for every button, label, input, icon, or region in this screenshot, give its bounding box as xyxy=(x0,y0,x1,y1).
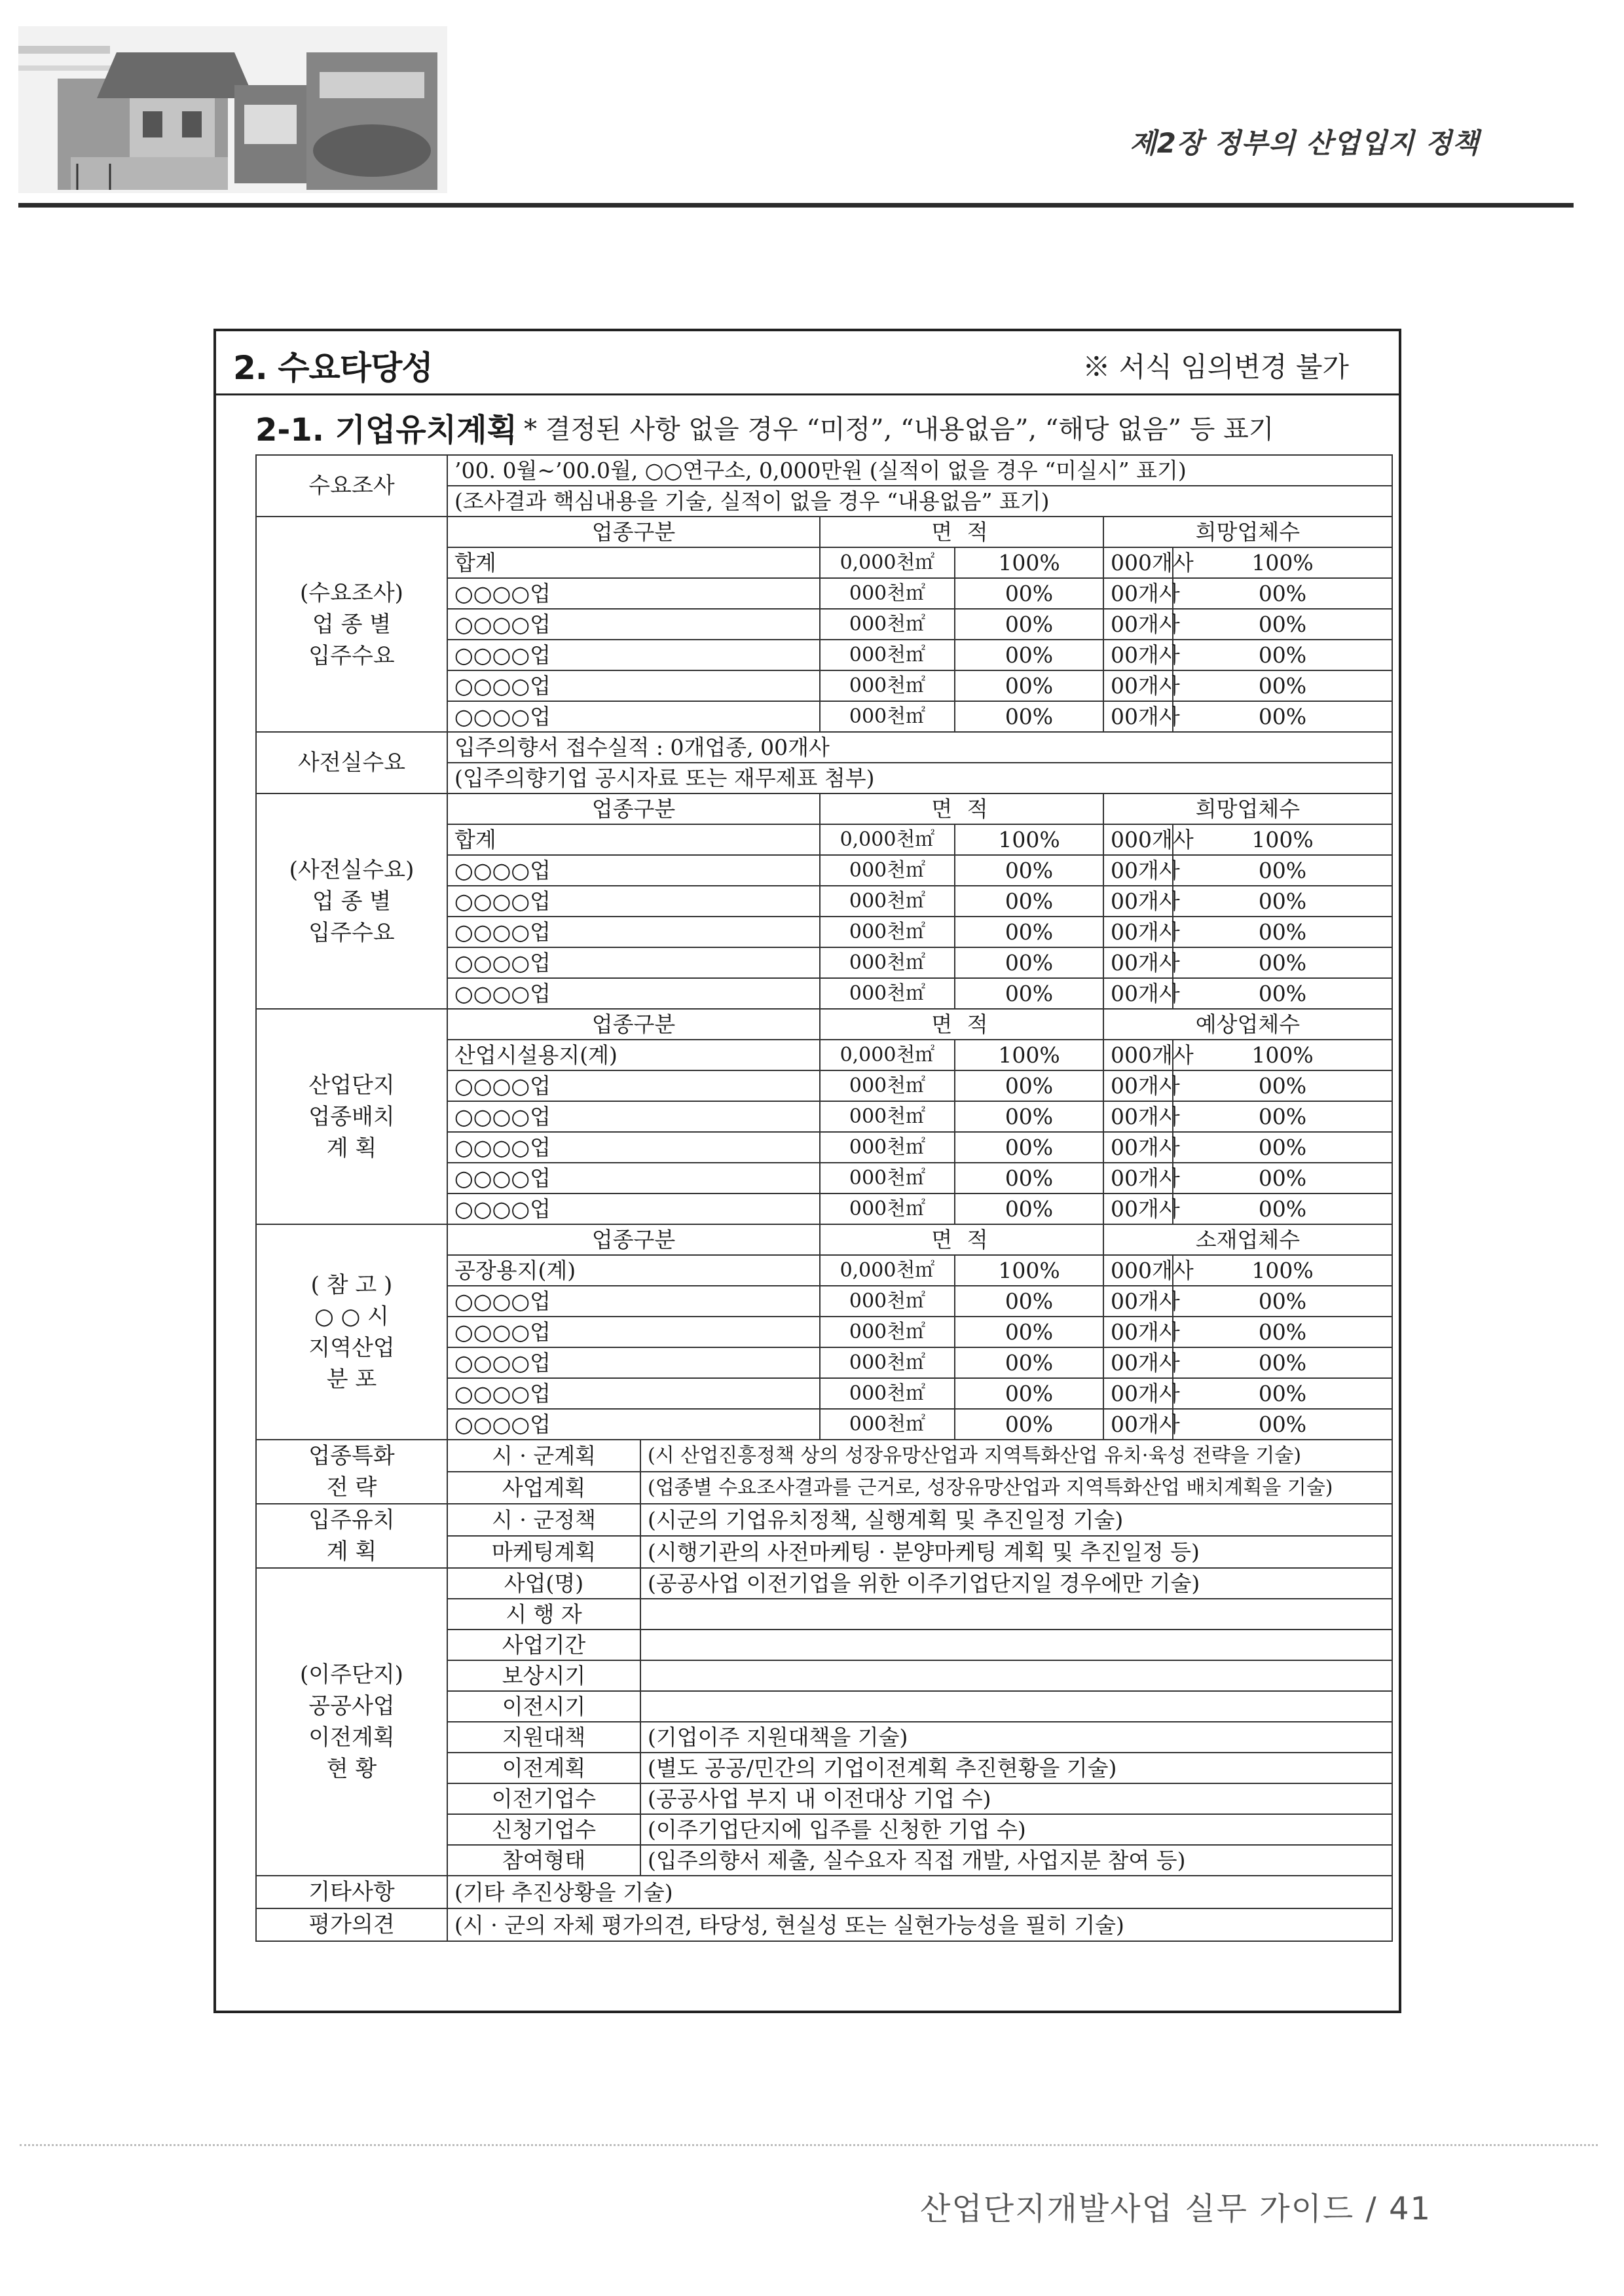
survey-label: 수요조사 xyxy=(256,455,447,517)
table-cell: 0,000천㎡ xyxy=(820,824,955,855)
pre-demand-detail-label xyxy=(256,793,447,1009)
table-cell: (이주기업단지에 입주를 신청한 기업 수) xyxy=(640,1814,1392,1845)
label-line: (이주단지) xyxy=(300,1662,403,1688)
layout-plan-label xyxy=(256,1009,447,1224)
table-cell: 00% xyxy=(955,1132,1103,1163)
table-cell: 100% xyxy=(1173,547,1392,578)
table-cell: 시 · 군계획 xyxy=(447,1440,640,1472)
footer-dotted-line xyxy=(20,2144,1598,2146)
table-cell: ○○○○업 xyxy=(447,947,820,978)
table-cell: 00개사 xyxy=(1103,1194,1173,1224)
table-cell: 00% xyxy=(955,701,1103,732)
table-cell: 공장용지(계) xyxy=(447,1255,820,1286)
relocation-row xyxy=(256,1568,1392,1599)
table-cell: 00개사 xyxy=(1103,1317,1173,1347)
label-line: 계 획 xyxy=(326,1135,377,1161)
label-line: 산업단지 xyxy=(308,1072,395,1099)
evaluation-row xyxy=(256,1908,1392,1941)
label-line: 이전계획 xyxy=(308,1724,395,1751)
survey-demand-label xyxy=(256,517,447,732)
table-cell: 100% xyxy=(955,1040,1103,1070)
table-cell: 000천㎡ xyxy=(820,1409,955,1440)
col-header-count: 소재업체수 xyxy=(1103,1224,1392,1255)
table-cell: 이전계획 xyxy=(447,1753,640,1783)
table-cell: 000천㎡ xyxy=(820,609,955,640)
label-line: 업종특화 xyxy=(308,1443,395,1469)
table-cell: 00% xyxy=(1173,855,1392,886)
table-cell: 00% xyxy=(955,578,1103,609)
table-cell: 00% xyxy=(955,1317,1103,1347)
table-cell: 00% xyxy=(955,947,1103,978)
pre-demand-row xyxy=(256,732,1392,763)
table-cell xyxy=(640,1691,1392,1722)
table-cell: 00개사 xyxy=(1103,978,1173,1009)
table-cell: 합계 xyxy=(447,824,820,855)
table-cell: 000천㎡ xyxy=(820,855,955,886)
col-header-area: 면 적 xyxy=(820,1009,1103,1040)
table-cell: 00개사 xyxy=(1103,855,1173,886)
col-header-count: 예상업체수 xyxy=(1103,1009,1392,1040)
table-cell xyxy=(640,1660,1392,1691)
table-cell: 00개사 xyxy=(1103,670,1173,701)
table-cell: 이전시기 xyxy=(447,1691,640,1722)
col-header-area: 면 적 xyxy=(820,517,1103,547)
table-cell: 00% xyxy=(1173,1317,1392,1347)
reference-label xyxy=(256,1224,447,1440)
col-header-area: 면 적 xyxy=(820,793,1103,824)
table-cell: ○○○○업 xyxy=(447,1132,820,1163)
table-cell: 합계 xyxy=(447,547,820,578)
table-cell: 100% xyxy=(955,1255,1103,1286)
label-line: ○ ○ 시 xyxy=(314,1303,389,1330)
table-cell: 보상시기 xyxy=(447,1660,640,1691)
table-cell: 00% xyxy=(955,1286,1103,1317)
table-cell: 000천㎡ xyxy=(820,1101,955,1132)
table-cell: 100% xyxy=(955,824,1103,855)
table-cell: ○○○○업 xyxy=(447,1070,820,1101)
table-cell: 00% xyxy=(1173,609,1392,640)
label-line: 입주수요 xyxy=(308,919,395,946)
table-cell: 00% xyxy=(1173,1347,1392,1378)
col-header-count: 희망업체수 xyxy=(1103,517,1392,547)
specialization-label xyxy=(256,1440,447,1504)
table-cell: ○○○○업 xyxy=(447,701,820,732)
evaluation-text: (시 · 군의 자체 평가의견, 타당성, 현실성 또는 실현가능성을 필히 기술) xyxy=(447,1908,1392,1941)
table-cell: ○○○○업 xyxy=(447,917,820,947)
survey-row xyxy=(256,455,1392,486)
table-cell: 00% xyxy=(955,978,1103,1009)
table-cell: ○○○○업 xyxy=(447,609,820,640)
label-line: 공공사업 xyxy=(308,1693,395,1719)
other-label: 기타사항 xyxy=(256,1876,447,1908)
table-cell: 00% xyxy=(1173,1378,1392,1409)
table-cell: (시행기관의 사전마케팅 · 분양마케팅 계획 및 추진일정 등) xyxy=(640,1536,1392,1568)
other-text: (기타 추진상황을 기술) xyxy=(447,1876,1392,1908)
label-line: 입주수요 xyxy=(308,642,395,669)
table-cell: 00개사 xyxy=(1103,609,1173,640)
table-cell: 00개사 xyxy=(1103,640,1173,670)
table-cell: 00% xyxy=(1173,1286,1392,1317)
col-header-area: 면 적 xyxy=(820,1224,1103,1255)
header-photo-collage xyxy=(18,26,447,193)
table-cell: 00% xyxy=(955,1378,1103,1409)
table-cell: 00개사 xyxy=(1103,917,1173,947)
footer-page-label: 산업단지개발사업 실무 가이드 / 41 xyxy=(920,2191,1432,2227)
section-title: 2. 수요타당성 xyxy=(233,349,433,387)
table-cell: 00개사 xyxy=(1103,1101,1173,1132)
table-cell: 00% xyxy=(1173,640,1392,670)
label-line: 업종배치 xyxy=(308,1103,395,1130)
table-cell: 00% xyxy=(1173,578,1392,609)
table-cell: 00% xyxy=(955,917,1103,947)
table-cell: 0,000천㎡ xyxy=(820,547,955,578)
relocation-label xyxy=(256,1568,447,1876)
table-cell: 000개사 xyxy=(1103,1040,1173,1070)
table-cell: 00% xyxy=(955,609,1103,640)
col-header-category: 업종구분 xyxy=(447,793,820,824)
table-cell xyxy=(640,1630,1392,1660)
table-cell: 100% xyxy=(1173,1040,1392,1070)
table-cell: 000개사 xyxy=(1103,1255,1173,1286)
table-cell: 000천㎡ xyxy=(820,1347,955,1378)
table-cell: 000천㎡ xyxy=(820,947,955,978)
table-cell: 000천㎡ xyxy=(820,578,955,609)
subsection-title: 2-1. 기업유치계획 xyxy=(255,412,517,448)
table-cell: 000천㎡ xyxy=(820,670,955,701)
pre-demand-line-2: (입주의향기업 공시자료 또는 재무제표 첨부) xyxy=(447,763,1392,793)
table-cell: 00개사 xyxy=(1103,1286,1173,1317)
table-cell: 00개사 xyxy=(1103,1378,1173,1409)
table-cell: 이전기업수 xyxy=(447,1783,640,1814)
table-cell: ○○○○업 xyxy=(447,1347,820,1378)
table-cell: 000천㎡ xyxy=(820,1317,955,1347)
table-cell: 000천㎡ xyxy=(820,1286,955,1317)
table-header-row xyxy=(256,517,1392,547)
chapter-title: 제2장 정부의 산업입지 정책 xyxy=(1130,127,1480,159)
table-cell: (별도 공공/민간의 기업이전계획 추진현황을 기술) xyxy=(640,1753,1392,1783)
table-cell: 00% xyxy=(1173,670,1392,701)
pre-demand-line-1: 입주의향서 접수실적 : 0개업종, 00개사 xyxy=(447,732,1392,763)
table-cell: ○○○○업 xyxy=(447,640,820,670)
table-cell: 지원대책 xyxy=(447,1722,640,1753)
table-cell: 마케팅계획 xyxy=(447,1536,640,1568)
table-cell: 00% xyxy=(1173,917,1392,947)
label-line: 지역산업 xyxy=(308,1334,395,1361)
label-line: 현 황 xyxy=(326,1756,377,1782)
col-header-category: 업종구분 xyxy=(447,1009,820,1040)
table-cell: 100% xyxy=(1173,1255,1392,1286)
table-cell: ○○○○업 xyxy=(447,1194,820,1224)
table-cell: 000천㎡ xyxy=(820,640,955,670)
table-cell: 사업계획 xyxy=(447,1472,640,1504)
table-cell: 시 행 자 xyxy=(447,1599,640,1630)
label-line: ( 참 고 ) xyxy=(310,1271,393,1298)
table-cell: 00% xyxy=(1173,978,1392,1009)
label-line: 전 략 xyxy=(326,1474,377,1501)
table-cell: 00% xyxy=(1173,1101,1392,1132)
table-cell: 00% xyxy=(955,1409,1103,1440)
survey-line-2: (조사결과 핵심내용을 기술, 실적이 없을 경우 “내용없음” 표기) xyxy=(447,486,1392,517)
table-cell: (공공사업 부지 내 이전대상 기업 수) xyxy=(640,1783,1392,1814)
table-cell: 00% xyxy=(955,1070,1103,1101)
table-cell xyxy=(640,1599,1392,1630)
subsection-note: * 결정된 사항 없을 경우 “미정”, “내용없음”, “해당 없음” 등 표기 xyxy=(524,414,1274,445)
evaluation-label: 평가의견 xyxy=(256,1908,447,1941)
table-cell: 00개사 xyxy=(1103,947,1173,978)
photo-collage-illustration xyxy=(18,26,447,193)
table-cell: 000천㎡ xyxy=(820,1070,955,1101)
table-cell: (입주의향서 제출, 실수요자 직접 개발, 사업지분 참여 등) xyxy=(640,1845,1392,1876)
table-cell: 00개사 xyxy=(1103,578,1173,609)
survey-line-1: ’00. 0월~’00.0월, ○○연구소, 0,000만원 (실적이 없을 경우 “미실시” 표기) xyxy=(447,455,1392,486)
table-cell: 00% xyxy=(1173,886,1392,917)
table-cell: ○○○○업 xyxy=(447,1317,820,1347)
label-line: 분 포 xyxy=(326,1366,377,1393)
table-cell: 000천㎡ xyxy=(820,1163,955,1194)
table-cell: 00% xyxy=(1173,1163,1392,1194)
table-cell: 00% xyxy=(955,1194,1103,1224)
table-cell: (기업이주 지원대책을 기술) xyxy=(640,1722,1392,1753)
table-cell: 00개사 xyxy=(1103,1132,1173,1163)
table-cell: 00개사 xyxy=(1103,1409,1173,1440)
table-cell: 000천㎡ xyxy=(820,701,955,732)
table-cell: 00% xyxy=(955,886,1103,917)
table-cell: 000천㎡ xyxy=(820,1194,955,1224)
table-cell: (시군의 기업유치정책, 실행계획 및 추진일정 기술) xyxy=(640,1504,1392,1536)
table-cell: 0,000천㎡ xyxy=(820,1255,955,1286)
table-cell: 참여형태 xyxy=(447,1845,640,1876)
table-cell: 00% xyxy=(1173,701,1392,732)
table-cell: 100% xyxy=(1173,824,1392,855)
table-cell: 0,000천㎡ xyxy=(820,1040,955,1070)
table-cell: 00% xyxy=(1173,1194,1392,1224)
table-cell: 00% xyxy=(1173,1070,1392,1101)
label-line: 업 종 별 xyxy=(312,611,392,638)
company-attraction-plan-table xyxy=(255,454,1393,1942)
label-line: (사전실수요) xyxy=(289,856,415,883)
table-cell: 00% xyxy=(1173,1409,1392,1440)
table-cell: ○○○○업 xyxy=(447,1409,820,1440)
specialization-row xyxy=(256,1440,1392,1472)
table-cell: 00% xyxy=(955,1101,1103,1132)
label-line: (수요조사) xyxy=(300,579,403,606)
table-cell: (공공사업 이전기업을 위한 이주기업단지일 경우에만 기술) xyxy=(640,1568,1392,1599)
attraction-label xyxy=(256,1504,447,1568)
table-cell: 00% xyxy=(1173,947,1392,978)
table-cell: 000천㎡ xyxy=(820,1378,955,1409)
table-cell: 산업시설용지(계) xyxy=(447,1040,820,1070)
table-cell: 100% xyxy=(955,547,1103,578)
table-cell: ○○○○업 xyxy=(447,978,820,1009)
table-cell: 000천㎡ xyxy=(820,978,955,1009)
table-cell: ○○○○업 xyxy=(447,1163,820,1194)
table-cell: 00개사 xyxy=(1103,1163,1173,1194)
table-cell: 000개사 xyxy=(1103,824,1173,855)
label-line: 업 종 별 xyxy=(312,888,392,915)
label-line: 입주유치 xyxy=(308,1507,395,1533)
table-cell: ○○○○업 xyxy=(447,1378,820,1409)
table-cell: 사업기간 xyxy=(447,1630,640,1660)
table-cell: 00% xyxy=(955,670,1103,701)
table-cell: (업종별 수요조사결과를 근거로, 성장유망산업과 지역특화산업 배치계획을 기술) xyxy=(640,1472,1392,1504)
table-cell: 00% xyxy=(955,855,1103,886)
table-cell: ○○○○업 xyxy=(447,1101,820,1132)
table-cell: 00% xyxy=(955,640,1103,670)
table-cell: 00개사 xyxy=(1103,886,1173,917)
table-cell: ○○○○업 xyxy=(447,886,820,917)
table-header-row xyxy=(256,1224,1392,1255)
table-cell: 00개사 xyxy=(1103,1347,1173,1378)
other-row xyxy=(256,1876,1392,1908)
section-note: ※ 서식 임의변경 불가 xyxy=(1082,351,1349,383)
table-header-row xyxy=(256,793,1392,824)
header-divider xyxy=(18,203,1574,208)
section-divider xyxy=(213,393,1401,395)
table-cell: 000천㎡ xyxy=(820,886,955,917)
attraction-row xyxy=(256,1504,1392,1536)
table-cell: ○○○○업 xyxy=(447,670,820,701)
table-cell: (시 산업진흥정책 상의 성장유망산업과 지역특화산업 유치·육성 전략을 기술) xyxy=(640,1440,1392,1472)
table-cell: 00% xyxy=(955,1347,1103,1378)
table-cell: 00개사 xyxy=(1103,1070,1173,1101)
table-cell: ○○○○업 xyxy=(447,578,820,609)
table-cell: 신청기업수 xyxy=(447,1814,640,1845)
table-cell: 00개사 xyxy=(1103,701,1173,732)
col-header-category: 업종구분 xyxy=(447,1224,820,1255)
table-cell: 시 · 군정책 xyxy=(447,1504,640,1536)
table-cell: 00% xyxy=(1173,1132,1392,1163)
table-cell: 사업(명) xyxy=(447,1568,640,1599)
label-line: 계 획 xyxy=(326,1539,377,1565)
table-cell: 000개사 xyxy=(1103,547,1173,578)
table-cell: 000천㎡ xyxy=(820,917,955,947)
table-cell: 000천㎡ xyxy=(820,1132,955,1163)
table-cell: ○○○○업 xyxy=(447,855,820,886)
table-header-row xyxy=(256,1009,1392,1040)
col-header-count: 희망업체수 xyxy=(1103,793,1392,824)
table-cell: ○○○○업 xyxy=(447,1286,820,1317)
col-header-category: 업종구분 xyxy=(447,517,820,547)
table-cell: 00% xyxy=(955,1163,1103,1194)
pre-demand-label: 사전실수요 xyxy=(256,732,447,793)
